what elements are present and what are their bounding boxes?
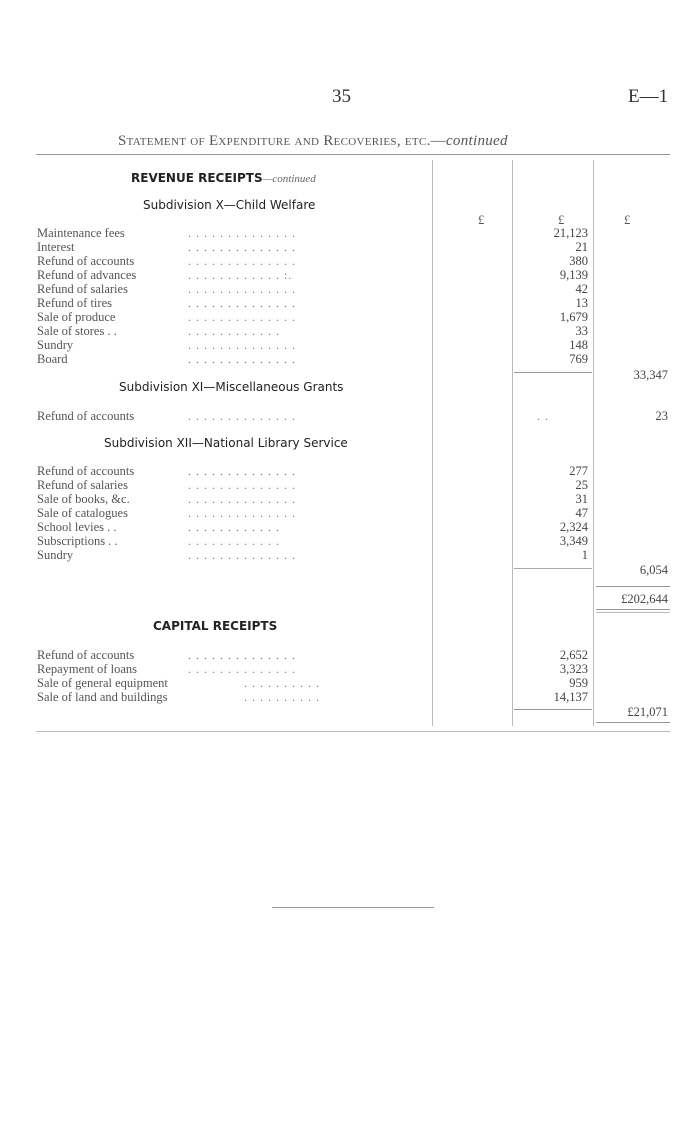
currency-symbol-col3: £ [624, 213, 631, 227]
line-item-amount: 277 [569, 464, 588, 478]
leader-dots: . . . . . . . . . . . . . . [188, 478, 296, 492]
line-item-amount: 769 [569, 352, 588, 366]
revenue-heading-continued: continued [272, 173, 316, 185]
column-divider [593, 160, 594, 726]
currency-symbol-col2: £ [558, 213, 565, 227]
line-item-amount: 1 [581, 548, 588, 562]
currency-symbol-col1: £ [478, 213, 485, 227]
line-item-label: Interest [37, 240, 75, 254]
line-item-label: Maintenance fees [37, 226, 125, 240]
total-rule-top [596, 586, 670, 587]
leader-dots: . . . . . . . . . . . . . . [188, 506, 296, 520]
line-item-amount: 42 [575, 282, 588, 296]
end-rule [272, 907, 434, 908]
line-item-label: Refund of accounts [37, 409, 135, 423]
document-reference: E—1 [628, 86, 669, 107]
line-item-label: Refund of salaries [37, 282, 128, 296]
line-item-amount: 3,323 [559, 662, 588, 676]
leader-dots: . . . . . . . . . . . . :. [188, 268, 293, 282]
line-item-amount: 1,679 [559, 310, 588, 324]
line-item-label: Subscriptions . . [37, 534, 118, 548]
leader-dots: . . . . . . . . . . . . . . [188, 492, 296, 506]
leader-dots: . . . . . . . . . . . . [188, 520, 280, 534]
line-item-label: Sale of general equipment [37, 676, 168, 690]
statement-title-separator: — [430, 133, 446, 149]
leader-dots: . . . . . . . . . . . . . . [188, 662, 296, 676]
subdivision-xii-title: Subdivision XII—National Library Service [104, 436, 348, 450]
column-divider [512, 160, 513, 726]
line-item-amount: 380 [569, 254, 588, 268]
line-item-label: School levies . . [37, 520, 117, 534]
leader-dots: . . . . . . . . . . [244, 690, 320, 704]
leader-dots: . . . . . . . . . . [244, 676, 320, 690]
line-item-amount: 2,652 [559, 648, 588, 662]
total-rule-bottom [596, 612, 670, 613]
line-item-amount: 33 [575, 324, 588, 338]
subdivision-xi-total: 23 [655, 409, 668, 423]
line-item-label: Sale of books, &c. [37, 492, 130, 506]
total-rule-bottom [596, 609, 670, 610]
line-item-label: Refund of accounts [37, 254, 135, 268]
leader-dots: . . . . . . . . . . . . . . [188, 409, 296, 423]
leader-dots: . . . . . . . . . . . . . . [188, 648, 296, 662]
line-item-label: Sundry [37, 338, 74, 352]
line-item-amount: 148 [569, 338, 588, 352]
subdivision-xii-total: 6,054 [639, 563, 668, 577]
line-item-amount: 9,139 [559, 268, 588, 282]
line-item-label: Sale of land and buildings [37, 690, 168, 704]
line-item-label: Refund of advances [37, 268, 137, 282]
line-item-amount: 25 [575, 478, 588, 492]
line-item-label: Sale of catalogues [37, 506, 128, 520]
leader-dots: . . . . . . . . . . . . . . [188, 464, 296, 478]
title-underline [36, 154, 670, 155]
leader-dots: . . . . . . . . . . . . . . [188, 240, 296, 254]
subtotal-rule [514, 709, 592, 710]
line-item-amount: 959 [569, 676, 588, 690]
leader-dots: . . . . . . . . . . . . . . [188, 254, 296, 268]
line-item-label: Sundry [37, 548, 74, 562]
revenue-heading-text: REVENUE RECEIPTS [131, 171, 263, 185]
subdivision-x-total: 33,347 [633, 368, 668, 382]
line-item-amount: 47 [575, 506, 588, 520]
line-item-label: Sale of stores . . [37, 324, 117, 338]
leader-dots-column: . . [537, 409, 549, 423]
leader-dots: . . . . . . . . . . . . . . [188, 548, 296, 562]
revenue-receipts-heading [131, 171, 316, 185]
leader-dots: . . . . . . . . . . . . [188, 534, 280, 548]
line-item-amount: 13 [575, 296, 588, 310]
line-item-amount: 2,324 [559, 520, 588, 534]
line-item-amount: 3,349 [559, 534, 588, 548]
capital-receipts-total: £21,071 [627, 705, 668, 719]
subtotal-rule [514, 568, 592, 569]
line-item-label: Refund of accounts [37, 648, 135, 662]
total-rule-bottom [596, 722, 670, 723]
subdivision-xi-title: Subdivision XI—Miscellaneous Grants [119, 380, 344, 394]
revenue-receipts-total: £202,644 [621, 592, 668, 606]
statement-title-main: Statement of Expenditure and Recoveries, etc. [118, 133, 431, 149]
page-number: 35 [332, 86, 351, 107]
line-item-label: Repayment of loans [37, 662, 137, 676]
statement-title-continued: continued [445, 133, 508, 149]
statement-title [118, 133, 508, 150]
line-item-amount: 21 [575, 240, 588, 254]
leader-dots: . . . . . . . . . . . . . . [188, 352, 296, 366]
leader-dots: . . . . . . . . . . . . [188, 324, 280, 338]
capital-receipts-heading: CAPITAL RECEIPTS [153, 619, 278, 633]
line-item-label: Refund of salaries [37, 478, 128, 492]
revenue-heading-separator: — [262, 173, 273, 185]
leader-dots: . . . . . . . . . . . . . . [188, 282, 296, 296]
line-item-label: Refund of tires [37, 296, 112, 310]
leader-dots: . . . . . . . . . . . . . . [188, 310, 296, 324]
leader-dots: . . . . . . . . . . . . . . [188, 226, 296, 240]
leader-dots: . . . . . . . . . . . . . . [188, 338, 296, 352]
line-item-amount: 21,123 [553, 226, 588, 240]
line-item-amount: 14,137 [553, 690, 588, 704]
table-bottom-rule [36, 731, 670, 732]
subdivision-x-title: Subdivision X—Child Welfare [143, 198, 316, 212]
line-item-label: Sale of produce [37, 310, 116, 324]
line-item-label: Refund of accounts [37, 464, 135, 478]
column-divider [432, 160, 433, 726]
line-item-amount: 31 [575, 492, 588, 506]
line-item-label: Board [37, 352, 68, 366]
subtotal-rule [514, 372, 592, 373]
leader-dots: . . . . . . . . . . . . . . [188, 296, 296, 310]
